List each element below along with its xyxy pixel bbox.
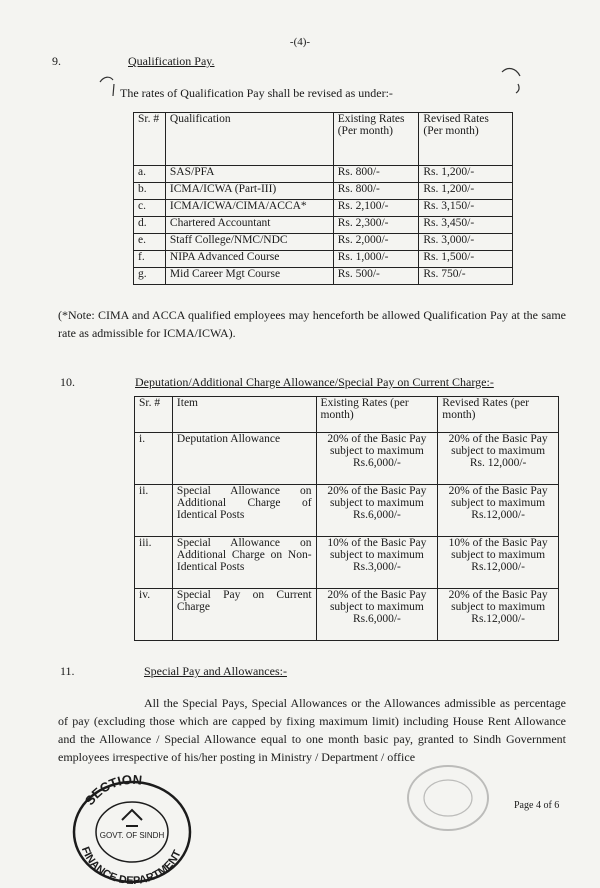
existing-rate-cell: 20% of the Basic Pay subject to maximum Rs.6,000/-: [316, 589, 438, 641]
page-number: -(4)-: [289, 36, 311, 48]
sr-cell: ii.: [135, 485, 173, 537]
table-row: [134, 234, 513, 251]
deputation-allowance-table: [134, 396, 559, 641]
table-row: [135, 589, 559, 641]
sr-cell: iv.: [135, 589, 173, 641]
section-9-note: (*Note: CIMA and ACCA qualified employees may henceforth be allowed Qualification Pay at the same rate as admissible for ICMA/ICWA).: [58, 308, 566, 340]
sr-cell: e.: [134, 234, 166, 251]
item-cell: Deputation Allowance: [172, 433, 316, 485]
revised-rate-cell: Rs. 1,500/-: [419, 251, 513, 268]
finance-department-seal: [62, 766, 202, 884]
revised-rate-cell: 20% of the Basic Pay subject to maximum Rs.12,000/-: [438, 589, 559, 641]
seal-bottom-text: FINANCE DEPARTMENT: [78, 845, 184, 884]
sr-cell: a.: [134, 166, 166, 183]
seal-top-text: SECTION: [81, 771, 143, 809]
sr-cell: b.: [134, 183, 166, 200]
sr-cell: d.: [134, 217, 166, 234]
item-cell: Special Allowance on Additional Charge of Identical Posts: [172, 485, 316, 537]
existing-rate-cell: Rs. 500/-: [333, 268, 419, 285]
qualification-cell: ICMA/ICWA (Part-III): [165, 183, 333, 200]
header-revised-rates: Revised Rates (Per month): [419, 113, 513, 166]
sr-cell: iii.: [135, 537, 173, 589]
section-11-paragraph: All the Special Pays, Special Allowances or the Allowances admissible as percentage of pay (excluding those which are capped by fixing maximum limit) including House Rent Allowance and the Allowance / Special Allowance equal to one month basic pay, granted to Sindh Government employees irrespective of his/her posting in Ministry / Department / office: [58, 696, 566, 764]
qualification-cell: ICMA/ICWA/CIMA/ACCA*: [165, 200, 333, 217]
qualification-cell: Staff College/NMC/NDC: [165, 234, 333, 251]
faint-round-stamp: [398, 754, 498, 834]
header-existing-rates: Existing Rates (Per month): [333, 113, 419, 166]
table-row: [134, 217, 513, 234]
table-row: [135, 433, 559, 485]
existing-rate-cell: 20% of the Basic Pay subject to maximum Rs.6,000/-: [316, 485, 438, 537]
header-qualification: Qualification: [165, 113, 333, 166]
table-row: [134, 166, 513, 183]
existing-rate-cell: 20% of the Basic Pay subject to maximum Rs.6,000/-: [316, 433, 438, 485]
section-9-heading: Qualification Pay.: [128, 54, 215, 68]
section-9-number: 9.: [52, 54, 61, 68]
revised-rate-cell: Rs. 1,200/-: [419, 166, 513, 183]
sr-cell: f.: [134, 251, 166, 268]
qualification-pay-table: [133, 112, 513, 285]
table-row: [135, 537, 559, 589]
section-11-heading: Special Pay and Allowances:-: [144, 664, 287, 678]
table-row: [134, 183, 513, 200]
table-row: [134, 251, 513, 268]
section-11-number: 11.: [60, 664, 75, 678]
table-row: [134, 200, 513, 217]
revised-rate-cell: Rs. 1,200/-: [419, 183, 513, 200]
item-cell: Special Allowance on Additional Charge on Non- Identical Posts: [172, 537, 316, 589]
table-row: [135, 485, 559, 537]
sr-cell: i.: [135, 433, 173, 485]
qualification-cell: NIPA Advanced Course: [165, 251, 333, 268]
header-item: Item: [172, 397, 316, 433]
existing-rate-cell: Rs. 2,100/-: [333, 200, 419, 217]
qualification-cell: SAS/PFA: [165, 166, 333, 183]
qualification-cell: Chartered Accountant: [165, 217, 333, 234]
existing-rate-cell: Rs. 2,300/-: [333, 217, 419, 234]
pen-mark-left: [98, 74, 116, 96]
existing-rate-cell: 10% of the Basic Pay subject to maximum Rs.3,000/-: [316, 537, 438, 589]
revised-rate-cell: Rs. 3,000/-: [419, 234, 513, 251]
revised-rate-cell: Rs. 3,450/-: [419, 217, 513, 234]
section-10-heading: Deputation/Additional Charge Allowance/Special Pay on Current Charge:-: [135, 375, 494, 389]
seal-center-text: GOVT. OF SINDH: [99, 831, 165, 840]
table-row: [134, 268, 513, 285]
revised-rate-cell: Rs. 750/-: [419, 268, 513, 285]
existing-rate-cell: Rs. 2,000/-: [333, 234, 419, 251]
header-sr: Sr. #: [134, 113, 166, 166]
crescent-star-icon: [122, 810, 142, 826]
section-10-number: 10.: [60, 375, 75, 389]
item-cell: Special Pay on Current Charge: [172, 589, 316, 641]
revised-rate-cell: Rs. 3,150/-: [419, 200, 513, 217]
table-header-row: [134, 113, 513, 166]
revised-rate-cell: 10% of the Basic Pay subject to maximum Rs.12,000/-: [438, 537, 559, 589]
revised-rate-cell: 20% of the Basic Pay subject to maximum Rs.12,000/-: [438, 485, 559, 537]
page-of-label: Page 4 of 6: [514, 800, 560, 811]
header-sr: Sr. #: [135, 397, 173, 433]
qualification-cell: Mid Career Mgt Course: [165, 268, 333, 285]
header-revised-rates: Revised Rates (per month): [438, 397, 559, 433]
pen-mark-right: [500, 64, 524, 94]
svg-text:FINANCE DEPARTMENT: [79, 845, 184, 884]
table-header-row: [135, 397, 559, 433]
revised-rate-cell: 20% of the Basic Pay subject to maximum Rs. 12,000/-: [438, 433, 559, 485]
sr-cell: g.: [134, 268, 166, 285]
existing-rate-cell: Rs. 800/-: [333, 183, 419, 200]
section-9-intro: The rates of Qualification Pay shall be revised as under:-: [120, 86, 393, 100]
header-existing-rates: Existing Rates (per month): [316, 397, 438, 433]
existing-rate-cell: Rs. 800/-: [333, 166, 419, 183]
sr-cell: c.: [134, 200, 166, 217]
existing-rate-cell: Rs. 1,000/-: [333, 251, 419, 268]
